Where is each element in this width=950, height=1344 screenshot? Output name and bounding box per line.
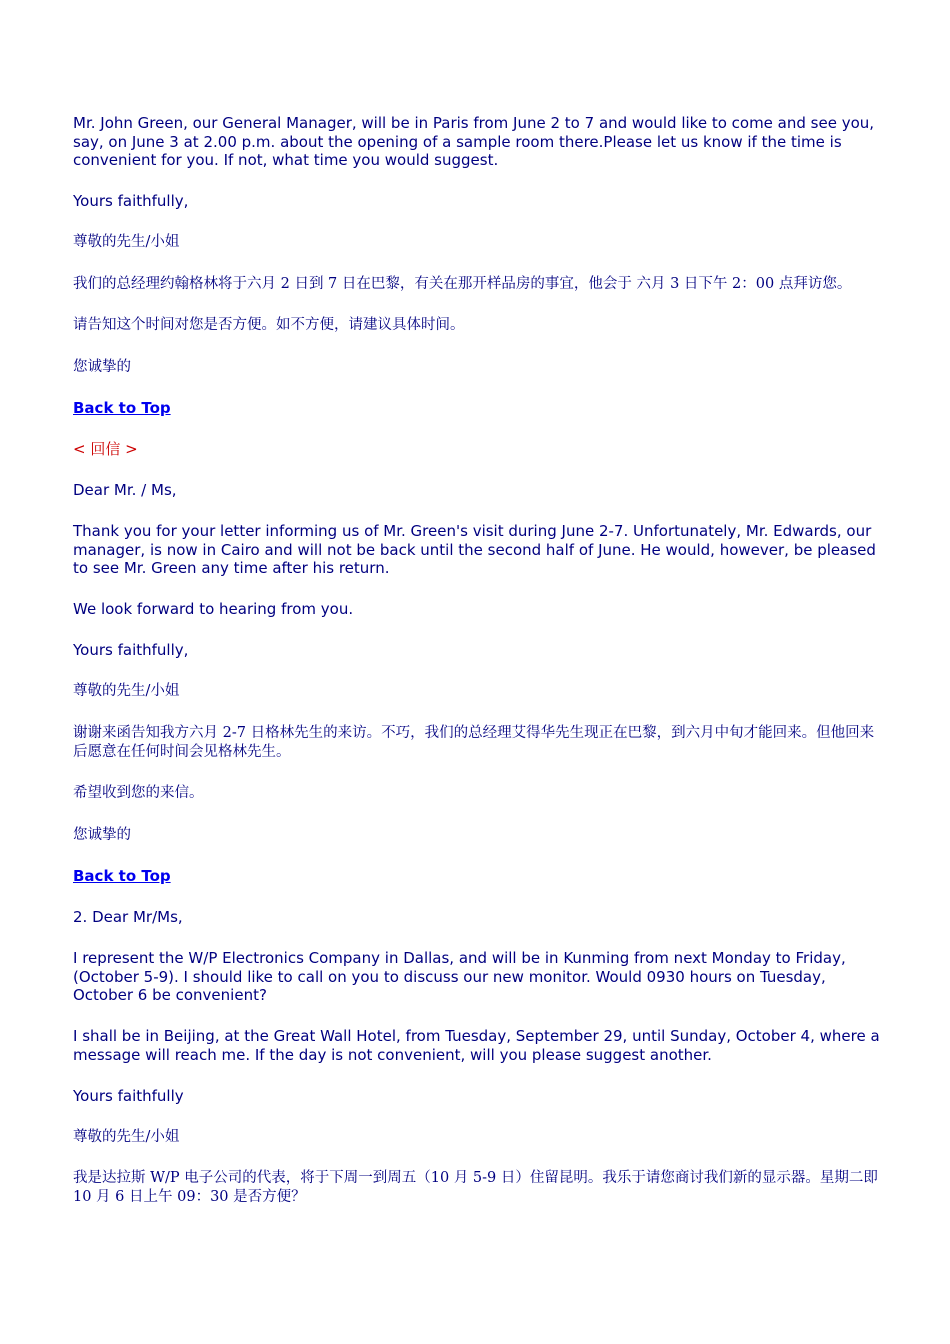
letter3-body-en-1: I represent the W/P Electronics Company in Dallas, and will be in Kunming from next Monday to Friday, (October 5-9). I should like to call on you to discuss our new monitor. Would 0930 hours on Tuesday, October 6 be convenient? xyxy=(73,949,846,1004)
letter2-closing-en: Yours faithfully, xyxy=(73,641,189,659)
letter2-body-zh: 谢谢来函告知我方六月 2-7 日格林先生的来访。不巧，我们的总经理艾得华先生现正在巴黎，到六月中旬才能回来。但他回来后愿意在任何时间会见格林先生。 xyxy=(73,724,875,760)
letter2-forward-zh: 希望收到您的来信。 xyxy=(73,785,204,801)
reply-heading-right: > xyxy=(120,440,138,458)
letter1-closing-zh: 您诚挚的 xyxy=(73,358,131,375)
reply-heading xyxy=(73,440,885,459)
letter2-body-en: Thank you for your letter informing us of Mr. Green's visit during June 2-7. Unfortunately, Mr. Edwards, our manager, is now in Cairo and will not be back until the second half of June. He would, however, be pleased to see Mr. Green any time after his return. xyxy=(73,522,876,577)
letter1-salutation-zh: 尊敬的先生/小姐 xyxy=(73,234,180,250)
letter3-closing-en: Yours faithfully xyxy=(73,1086,184,1105)
letter1-body-zh-2: 请告知这个时间对您是否方便。如不方便，请建议具体时间。 xyxy=(73,317,465,333)
document-body xyxy=(73,114,885,1230)
back-to-top-link[interactable]: Back to Top xyxy=(73,399,171,417)
reply-heading-left: < xyxy=(73,440,91,458)
letter2-salutation-zh: 尊敬的先生/小姐 xyxy=(73,683,180,699)
letter3-salutation-zh: 尊敬的先生/小姐 xyxy=(73,1128,180,1145)
letter1-closing-en: Yours faithfully, xyxy=(73,192,189,210)
letter3-body-zh: 我是达拉斯 W/P 电子公司的代表，将于下周一到周五（10 月 5-9 日）住留昆明。我乐于请您商讨我们新的显示器。星期二即 10 月 6 日上午 09：30 是否方便？ xyxy=(73,1170,878,1205)
letter2-forward-en: We look forward to hearing from you. xyxy=(73,600,354,618)
back-to-top-link-2[interactable]: Back to Top xyxy=(73,867,171,885)
letter2-salutation-en: Dear Mr. / Ms, xyxy=(73,481,177,499)
letter1-body-en: Mr. John Green, our General Manager, will be in Paris from June 2 to 7 and would like to come and see you, say, on June 3 at 2.00 p.m. about the opening of a sample room there.Please let us know if the time is convenient for you. If not, what time you would suggest. xyxy=(73,114,875,169)
letter3-salutation-en: 2. Dear Mr/Ms, xyxy=(73,908,183,926)
letter3-body-en-2: I shall be in Beijing, at the Great Wall Hotel, from Tuesday, September 29, until Sunday, October 4, where a message will reach me. If the day is not convenient, will you please suggest another. xyxy=(73,1027,880,1064)
reply-heading-text: 回信 xyxy=(90,440,121,458)
letter1-body-zh-1: 我们的总经理约翰格林将于六月 2 日到 7 日在巴黎，有关在那开样品房的事宜，他会于 六月 3 日下午 2：00 点拜访您。 xyxy=(73,275,852,292)
letter2-closing-zh: 您诚挚的 xyxy=(73,826,131,843)
